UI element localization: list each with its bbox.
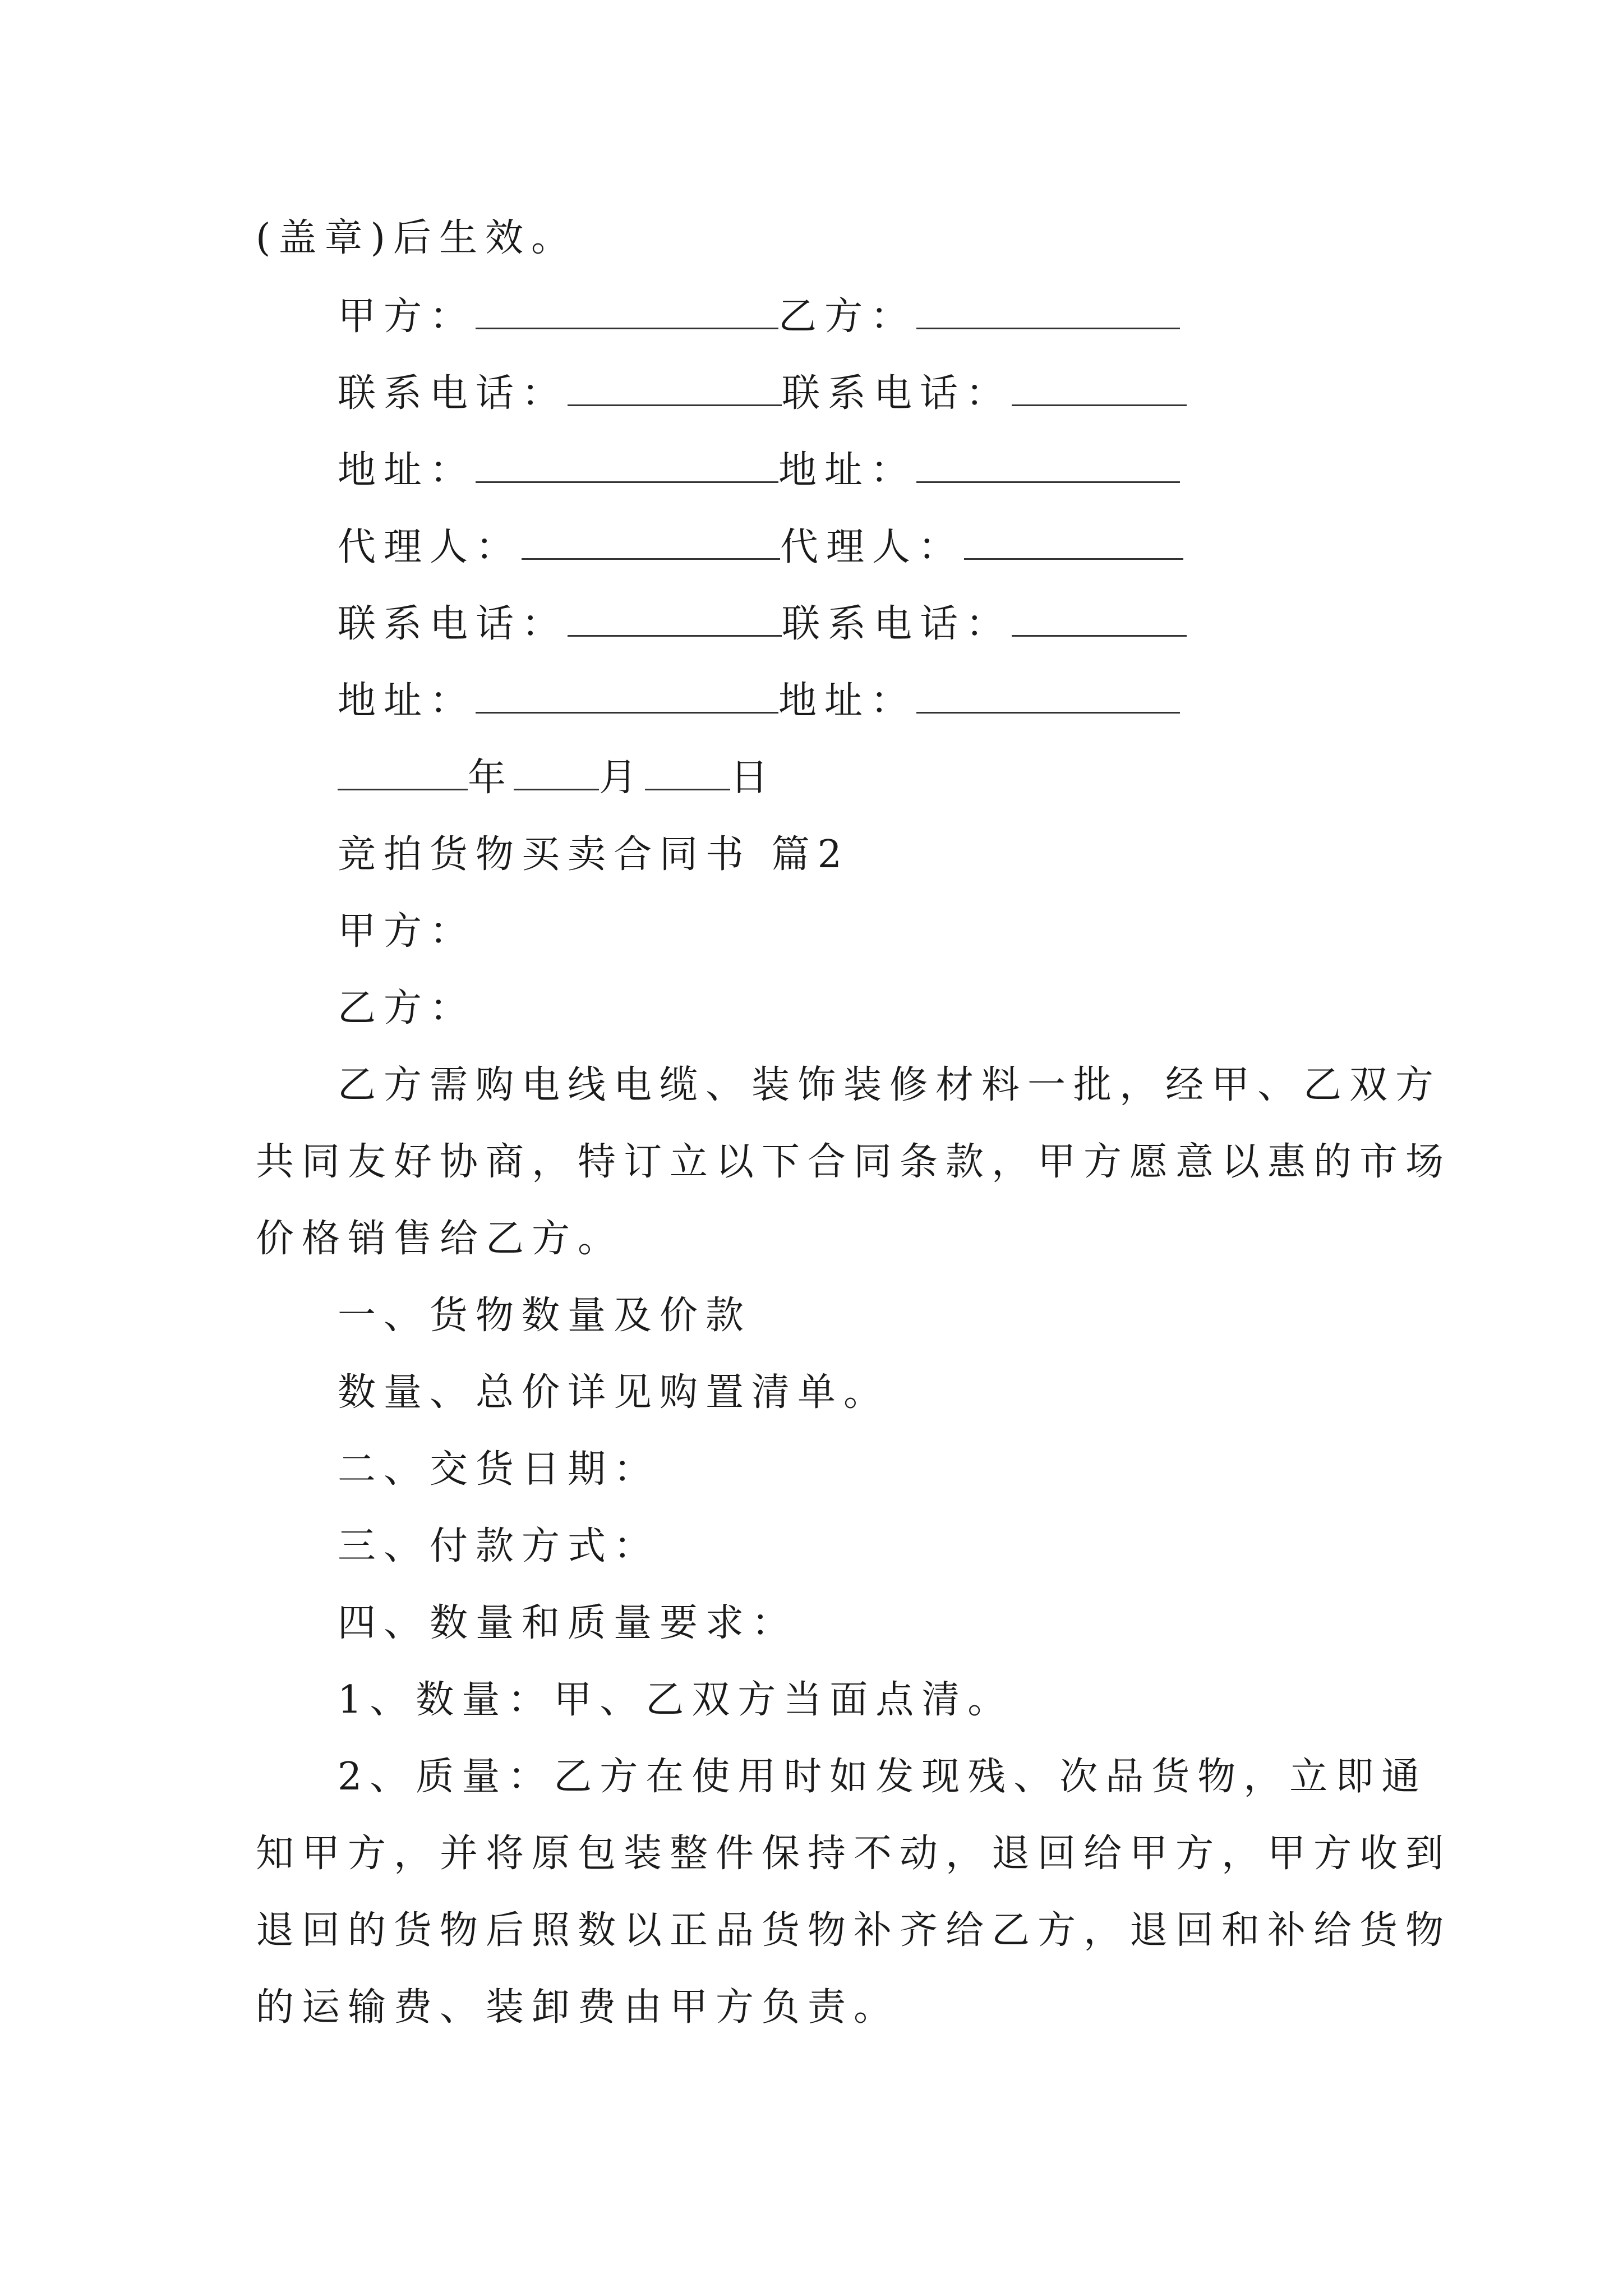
address-2-b-label: 地址： bbox=[778, 679, 917, 723]
effective-clause: (盖章)后生效。 bbox=[256, 216, 578, 260]
phone-2-b-blank[interactable] bbox=[1012, 600, 1187, 637]
phone-1-b-label: 联系电话： bbox=[782, 371, 1012, 416]
paragraph-line: 知甲方，并将原包装整件保持不动，退回给甲方，甲方收到 bbox=[256, 1832, 1452, 1876]
address-1-b-blank[interactable] bbox=[916, 447, 1180, 483]
party-b-label: 乙方： bbox=[778, 295, 917, 339]
agent-b-blank[interactable] bbox=[964, 523, 1183, 560]
address-2-b-blank[interactable] bbox=[916, 677, 1180, 714]
address-2-a-label: 地址： bbox=[338, 679, 476, 723]
month-label: 月 bbox=[599, 756, 645, 800]
party-a-blank[interactable] bbox=[476, 293, 778, 329]
address-1-a-label: 地址： bbox=[338, 448, 476, 493]
paragraph-line: 2、质量：乙方在使用时如发现残、次品货物，立即通 bbox=[338, 1755, 1428, 1799]
section-heading: 四、数量和质量要求： bbox=[338, 1601, 798, 1645]
signature-row-party bbox=[338, 292, 1180, 342]
party-b-blank[interactable] bbox=[916, 293, 1180, 329]
paragraph-line: 数量、总价详见购置清单。 bbox=[338, 1370, 890, 1415]
date-line bbox=[338, 753, 776, 803]
phone-1-a-label: 联系电话： bbox=[338, 371, 568, 416]
paragraph-line: 的运输费、装卸费由甲方负责。 bbox=[256, 1985, 900, 2030]
phone-2-a-label: 联系电话： bbox=[338, 602, 568, 646]
paragraph-line: 共同友好协商，特订立以下合同条款，甲方愿意以惠的市场 bbox=[256, 1140, 1452, 1184]
phone-2-a-blank[interactable] bbox=[568, 600, 782, 637]
phone-1-a-blank[interactable] bbox=[568, 370, 782, 406]
agent-a-label: 代理人： bbox=[338, 525, 522, 569]
signature-row-address-1 bbox=[338, 445, 1180, 496]
section-heading: 二、交货日期： bbox=[338, 1447, 660, 1492]
contract-title: 竞拍货物买卖合同书 篇2 bbox=[338, 832, 850, 877]
address-2-a-blank[interactable] bbox=[476, 677, 778, 714]
section-heading: 三、付款方式： bbox=[338, 1524, 660, 1568]
paragraph-line: 1、数量：甲、乙双方当面点清。 bbox=[338, 1678, 1014, 1722]
phone-2-b-label: 联系电话： bbox=[782, 602, 1012, 646]
paragraph-line: 乙方需购电线电缆、装饰装修材料一批，经甲、乙双方 bbox=[338, 1063, 1442, 1107]
signature-row-phone-2 bbox=[338, 599, 1187, 650]
signature-row-agent bbox=[338, 522, 1183, 573]
signature-row-address-2 bbox=[338, 676, 1180, 726]
agent-b-label: 代理人： bbox=[780, 525, 965, 569]
party-a-label: 甲方： bbox=[338, 295, 476, 339]
day-blank[interactable] bbox=[645, 754, 730, 790]
month-blank[interactable] bbox=[514, 754, 599, 790]
phone-1-b-blank[interactable] bbox=[1012, 370, 1187, 406]
section-heading: 一、货物数量及价款 bbox=[338, 1294, 752, 1338]
paragraph-line: 退回的货物后照数以正品货物补齐给乙方，退回和补给货物 bbox=[256, 1908, 1452, 1953]
address-1-a-blank[interactable] bbox=[476, 447, 778, 483]
party-a-line: 甲方： bbox=[338, 909, 476, 954]
year-label: 年 bbox=[468, 756, 514, 800]
address-1-b-label: 地址： bbox=[778, 448, 917, 493]
party-b-line: 乙方： bbox=[338, 986, 476, 1030]
signature-row-phone-1 bbox=[338, 369, 1187, 419]
paragraph-line: 价格销售给乙方。 bbox=[256, 1217, 624, 1261]
year-blank[interactable] bbox=[338, 754, 468, 790]
day-label: 日 bbox=[730, 756, 777, 800]
agent-a-blank[interactable] bbox=[522, 523, 780, 560]
